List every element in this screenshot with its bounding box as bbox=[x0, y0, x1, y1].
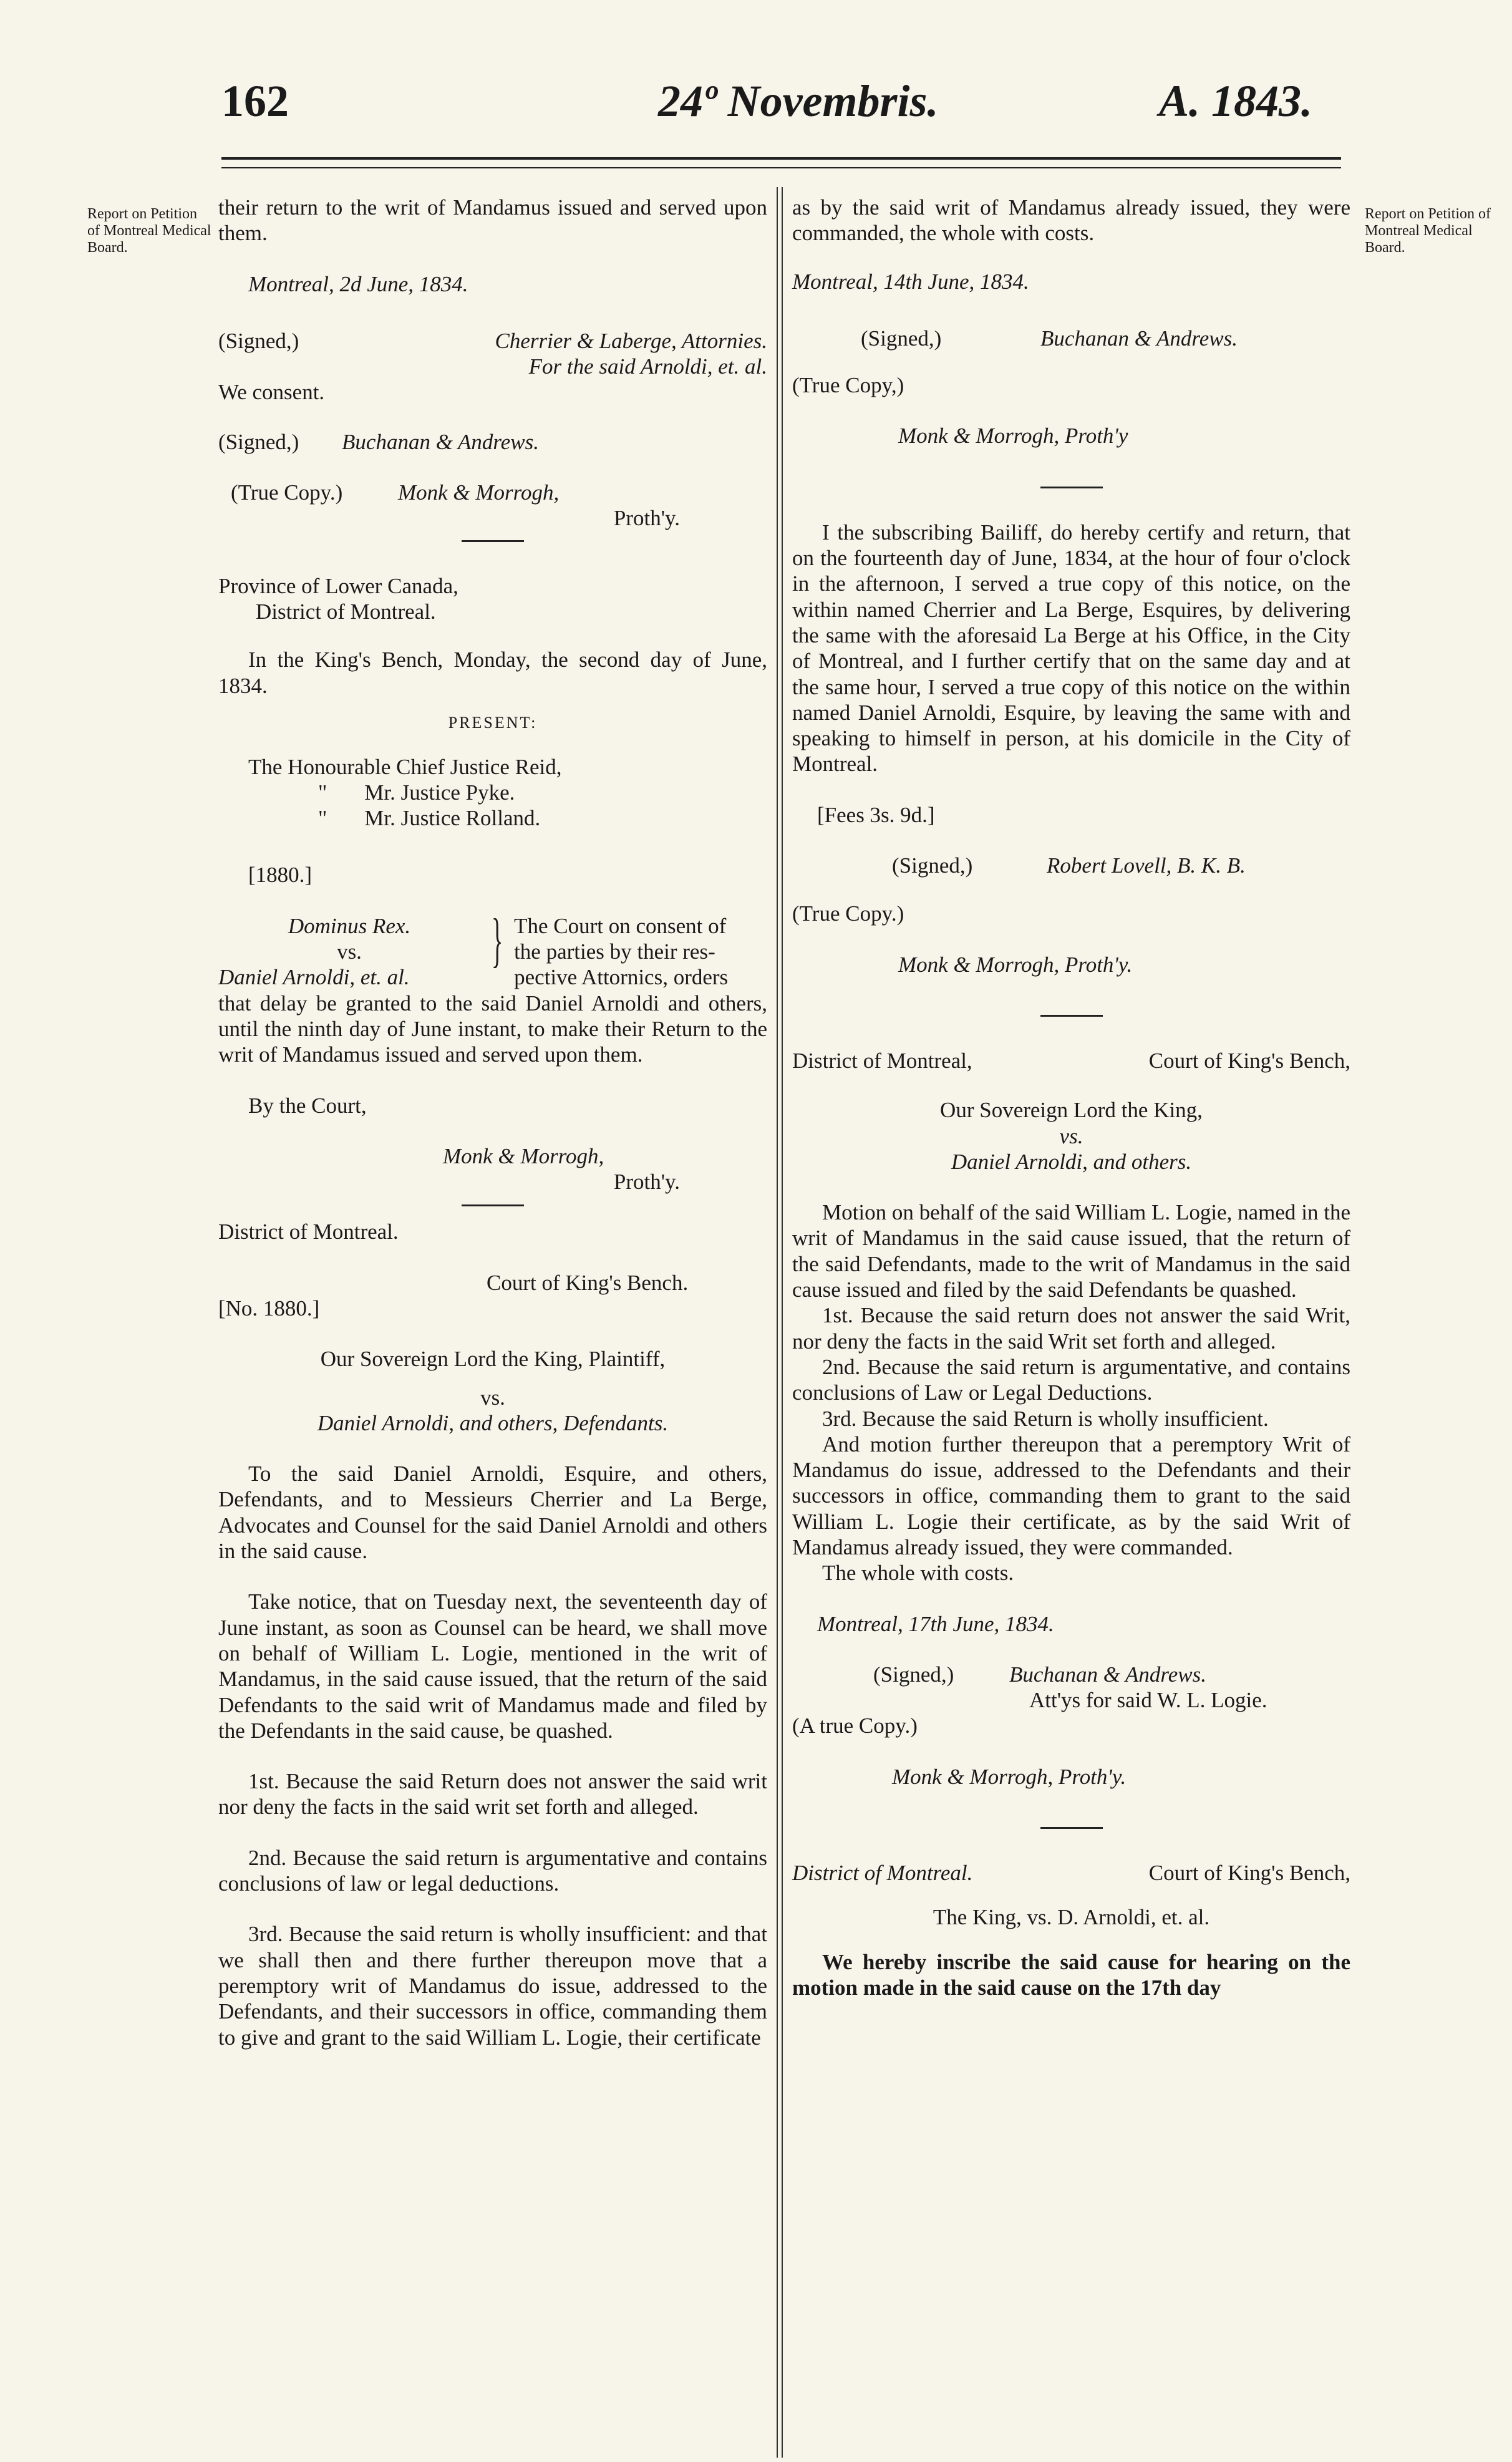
parties: Our Sovereign Lord the King, Plaintiff, bbox=[320, 1347, 666, 1372]
true-copy: (True Copy.) bbox=[231, 480, 343, 505]
present-label: PRESENT: bbox=[448, 713, 538, 732]
signed-label: (Signed,) bbox=[861, 326, 942, 351]
case-plaintiff: Dominus Rex. bbox=[288, 913, 411, 938]
district: District of Montreal. bbox=[792, 1861, 973, 1886]
vs: vs. bbox=[480, 1385, 505, 1410]
judge: Mr. Justice Rolland. bbox=[364, 806, 541, 831]
paragraph: their return to the writ of Mandamus issued and served upon them. bbox=[218, 195, 767, 246]
signed-label: (Signed,) bbox=[218, 328, 299, 353]
ditto: " bbox=[318, 780, 327, 805]
page-number: 162 bbox=[221, 76, 289, 126]
ditto: " bbox=[318, 806, 327, 831]
right-column bbox=[792, 195, 1350, 2000]
case-defendant: Daniel Arnoldi, et. al. bbox=[218, 965, 410, 990]
true-copy: (A true Copy.) bbox=[792, 1713, 918, 1738]
separator bbox=[1040, 1827, 1103, 1829]
judge: The Honourable Chief Justice Reid, bbox=[248, 754, 562, 779]
defendants: Daniel Arnoldi, and others, Defendants. bbox=[317, 1410, 669, 1435]
reason-3: 3rd. Because the said return is wholly insufficient: and that we shall then and there further thereupon move that a peremptory writ of Mandamus do issue, addressed to the Defendants, and their successors in office, commanding them to give and grant to the said William L. Logie, their certificate bbox=[218, 1922, 767, 2050]
true-copy: (True Copy.) bbox=[792, 901, 904, 926]
court: Court of King's Bench, bbox=[1148, 1048, 1350, 1073]
separator bbox=[462, 540, 524, 542]
notice: Take notice, that on Tuesday next, the seventeenth day of June instant, as soon as Counsel can be heard, we shall move on behalf of William L. Logie, mentioned in the writ of Mandamus, in the said cause issued, that the return of the said Defendants to the said writ of Mandamus made and filed by the Defendants in the said cause, be quashed. bbox=[218, 1589, 767, 1743]
by-court: By the Court, bbox=[248, 1093, 367, 1118]
reason-3: 3rd. Because the said Return is wholly insufficient. bbox=[822, 1406, 1269, 1431]
left-column bbox=[218, 195, 767, 2050]
reason-2: 2nd. Because the said return is argumentative and contains conclusions of law or legal deductions. bbox=[218, 1845, 767, 1896]
page-header bbox=[0, 75, 1512, 131]
case-number: [No. 1880.] bbox=[218, 1296, 320, 1321]
separator bbox=[1040, 487, 1103, 488]
kings-bench: In the King's Bench, Monday, the second day of June, 1834. bbox=[218, 647, 767, 698]
clerks: Monk & Morrogh, bbox=[443, 1143, 604, 1168]
separator bbox=[462, 1204, 524, 1206]
attorneys: Buchanan & Andrews. bbox=[1040, 326, 1238, 351]
case-text: pective Attornics, orders bbox=[514, 965, 729, 990]
motion: Motion on behalf of the said William L. Logie, named in the writ of Mandamus in the said cause issued, that the return of the said Defendants, made to the writ of Mandamus in the said cause issued and filed by the said Defendants be quashed. bbox=[792, 1200, 1350, 1302]
date-line: Montreal, 14th June, 1834. bbox=[792, 269, 1029, 294]
order-text: that delay be granted to the said Daniel Arnoldi and others, until the ninth day of June instant, to make their Return to the writ of Mandamus issued and served upon them. bbox=[218, 991, 767, 1067]
header-year: A. 1843. bbox=[1159, 76, 1313, 126]
signed-label: (Signed,) bbox=[892, 853, 973, 878]
attorneys: Buchanan & Andrews. bbox=[1009, 1662, 1207, 1687]
case-vs: vs. bbox=[337, 939, 362, 964]
further-motion: And motion further thereupon that a peremptory Writ of Mandamus do issue, addressed to the Defendants and their successors in office, commanding them to grant to the said William L. Logie their certificate, as by the said Writ of Mandamus already issued, they were commanded. bbox=[792, 1432, 1350, 1559]
attys-for: Att'ys for said W. L. Logie. bbox=[1029, 1688, 1267, 1713]
column-divider-2 bbox=[782, 187, 783, 2458]
brace: } bbox=[491, 906, 503, 973]
bailiff-name: Robert Lovell, B. K. B. bbox=[1047, 853, 1246, 878]
inscription: We hereby inscribe the said cause for hearing on the motion made in the said cause on the 17th day bbox=[792, 1949, 1350, 2000]
case-text: The Court on consent of bbox=[514, 913, 727, 938]
attorneys: Cherrier & Laberge, Attornies. bbox=[495, 328, 767, 353]
province: Province of Lower Canada, bbox=[218, 573, 458, 598]
reason-2: 2nd. Because the said return is argumentative, and contains conclusions of Law or Legal Deductions. bbox=[792, 1354, 1350, 1405]
prothonotary: Proth'y. bbox=[613, 1170, 680, 1195]
costs: The whole with costs. bbox=[822, 1561, 1014, 1586]
bailiff-return: I the subscribing Bailiff, do hereby certify and return, that on the fourteenth day of June, 1834, at the hour of four o'clock in the afternoon, I served a true copy of this notice, on the within named Cherrier and La Berge, Esquires, by delivering the same with the aforesaid La Berge at his Office, in the City of Montreal, and I further certify that on the same day and at the same hour, I served a true copy of this notice on the within named Daniel Arnoldi, Esquire, by leaving the same with and speaking to himself in person, at his domicile in the City of Montreal. bbox=[792, 520, 1350, 777]
attorneys: Buchanan & Andrews. bbox=[342, 429, 540, 454]
fees: [Fees 3s. 9d.] bbox=[817, 802, 935, 827]
defendants: Daniel Arnoldi, and others. bbox=[951, 1149, 1192, 1174]
reason-1: 1st. Because the said Return does not answer the said writ nor deny the facts in the said writ set forth and alleged. bbox=[218, 1769, 767, 1820]
parties: Our Sovereign Lord the King, bbox=[940, 1098, 1203, 1123]
separator bbox=[1040, 1015, 1103, 1017]
judge: Mr. Justice Pyke. bbox=[364, 780, 515, 805]
attorneys-for: For the said Arnoldi, et. al. bbox=[528, 354, 767, 379]
paragraph: as by the said writ of Mandamus already issued, they were commanded, the whole with costs. bbox=[792, 195, 1350, 246]
district: District of Montreal. bbox=[218, 1219, 399, 1244]
vs: vs. bbox=[1059, 1123, 1083, 1148]
signed-label: (Signed,) bbox=[873, 1662, 954, 1687]
header-rule-thin bbox=[221, 167, 1341, 168]
date-line: Montreal, 17th June, 1834. bbox=[817, 1611, 1054, 1636]
clerks: Monk & Morrogh, Proth'y bbox=[898, 424, 1128, 448]
date-line: Montreal, 2d June, 1834. bbox=[248, 271, 468, 296]
addressee: To the said Daniel Arnoldi, Esquire, and others, Defendants, and to Messieurs Cherrier and La Berge, Advocates and Counsel for the said Daniel Arnoldi and others in the said cause. bbox=[218, 1461, 767, 1564]
clerks: Monk & Morrogh, Proth'y. bbox=[892, 1764, 1127, 1789]
reason-1: 1st. Because the said return does not answer the said Writ, nor deny the facts in the said Writ set forth and alleged. bbox=[792, 1303, 1350, 1354]
clerks: Monk & Morrogh, Proth'y. bbox=[898, 952, 1133, 977]
court: Court of King's Bench, bbox=[1148, 1861, 1350, 1886]
prothonotary: Proth'y. bbox=[613, 506, 680, 531]
case-text: the parties by their res- bbox=[514, 939, 715, 964]
header-rule bbox=[221, 157, 1341, 160]
signed-label: (Signed,) bbox=[218, 429, 299, 454]
parties: The King, vs. D. Arnoldi, et. al. bbox=[933, 1905, 1210, 1930]
margin-note-right: Report on Petition of Montreal Medical Board. bbox=[1365, 206, 1491, 256]
case-number: [1880.] bbox=[248, 863, 313, 888]
district: District of Montreal. bbox=[256, 599, 436, 624]
true-copy: (True Copy,) bbox=[792, 373, 904, 398]
column-divider bbox=[777, 187, 778, 2458]
header-date: 24º Novembris. bbox=[658, 76, 939, 126]
consent: We consent. bbox=[218, 380, 325, 405]
court: Court of King's Bench. bbox=[487, 1270, 689, 1295]
clerks: Monk & Morrogh, bbox=[397, 480, 560, 505]
margin-note-left: Report on Petition of Montreal Medical Board. bbox=[87, 206, 211, 256]
district: District of Montreal, bbox=[792, 1048, 972, 1073]
